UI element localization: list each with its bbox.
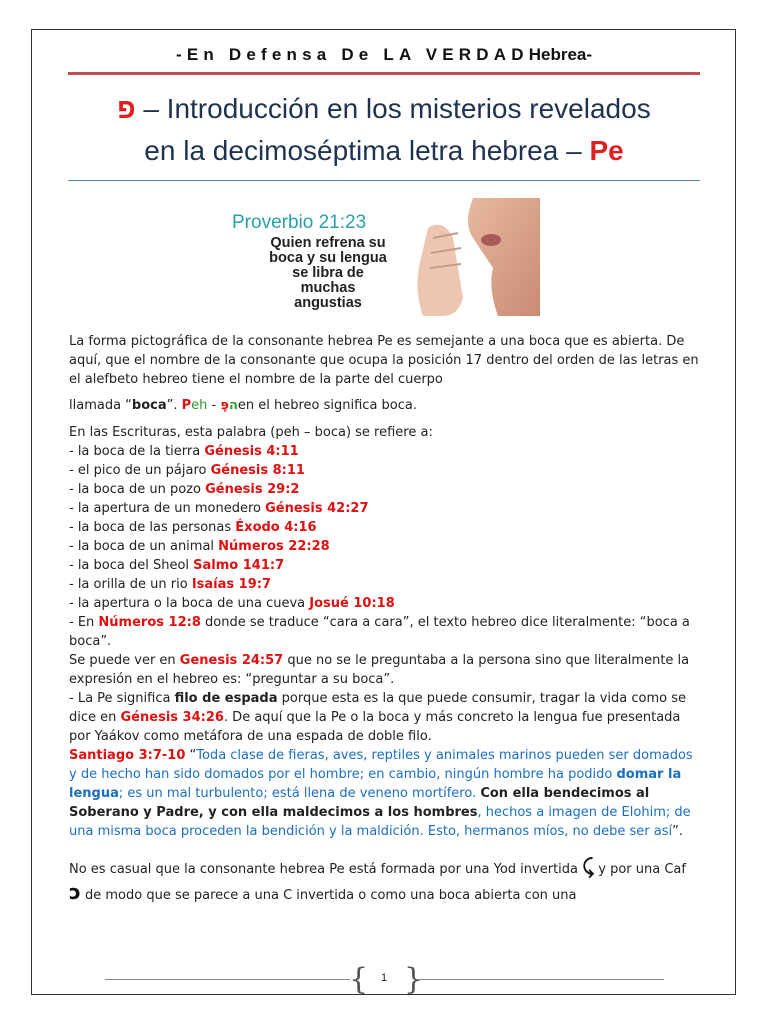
list-item: - la apertura de un monedero Génesis 42:27 [69,501,369,516]
caf-glyph-icon: ɔ [69,880,81,904]
list-item: - la apertura o la boca de una cueva Josué 10:18 [69,596,395,611]
proverb-image [228,198,540,316]
document-body [69,332,701,907]
list-item: - la boca de un animal Números 22:28 [69,539,330,554]
page-title [68,88,700,172]
sword-paragraph: - La Pe significa filo de espada porque esta es la que puede consumir, tragar la vida como se dice en Génesis 34:26. De aquí que la Pe o la boca y más concreto la lengua fue presentada por Yaákov como metáfora de una espada de doble filo. [69,691,686,744]
closing-paragraph: No es casual que la consonante hebrea Pe está formada por una Yod invertida ⤹ y por una Caf ɔ de modo que se parece a una C invertida o como una boca abierta con una [69,854,686,904]
genesis-paragraph: Se puede ver en Genesis 24:57 que no se le preguntaba a la persona sino que literalmente la expresión en el hebreo es: “preguntar a su boca”. [69,653,690,687]
hebrew-he: ה [228,398,238,413]
page-number: 1 [380,972,388,984]
list-item: - la orilla de un rio Isaías 19:7 [69,577,271,592]
footer-line-left [105,979,350,980]
santiago-paragraph: Santiago 3:7-10 “Toda clase de fieras, aves, reptiles y animales marinos pueden ser domados y de hecho han sido domados por el hombre; en cambio, ningún hombre ha podido domar la lengua; es un mal turbulento; está llena de veneno mortífero. Con ella bendecimos al Soberano y Padre, y con ella maldecimos a los hombres, hechos a imagen de Elohim; de una misma boca proceden la bendición y la maldición. Esto, hermanos míos, no debe ser así”. [69,748,693,839]
hebrew-pe: פֶּ [220,398,229,413]
title-line-2: en la decimoséptima letra hebrea – Pe [144,135,624,166]
title-pe: Pe [589,135,624,166]
title-line-1: פ – Introducción en los misterios revelados [117,93,651,124]
page-header [68,45,700,65]
footer-brace-right: } [404,962,424,997]
proverb-reference: Proverbio 21:23 [232,212,367,233]
title-rule [68,180,700,181]
yod-glyph-icon: ⤹ [582,854,595,878]
scriptures-lead: En las Escrituras, esta palabra (peh – boca) se refiere a: [69,425,433,440]
header-tail-text: Hebrea- [528,45,593,64]
list-item: - la boca de un pozo Génesis 29:2 [69,482,300,497]
list-item: - el pico de un pájaro Génesis 8:11 [69,463,305,478]
header-spaced-text: -En Defensa De LA VERDAD [175,45,529,64]
proverb-quote: Quien refrena su boca y su lengua se libra de muchas angustias [269,235,387,311]
numeros-paragraph: - En Números 12:8 donde se traduce “cara a cara”, el texto hebreo dice literalmente: “boca a boca”. [69,615,690,649]
hand-mouth-icon [403,198,540,316]
footer-brace-left: { [349,962,369,997]
list-item: - la boca de la tierra Génesis 4:11 [69,444,299,459]
footer-line-right [418,979,664,980]
intro-paragraph: La forma pictográfica de la consonante hebrea Pe es semejante a una boca que es abierta. De aquí, que el nombre de la consonante que ocupa la posición 17 dentro del orden de las letras en el alefbeto hebreo tiene el nombre de la parte del cuerpo [69,334,699,387]
title-hebrew-letter: פ [117,93,136,124]
list-item: - la boca de las personas Éxodo 4:16 [69,520,317,535]
intro-boca-line: llamada “boca”. Peh - הפֶּ en el hebreo significa boca. [69,398,417,413]
header-rule [68,72,700,75]
list-item: - la boca del Sheol Salmo 141:7 [69,558,285,573]
